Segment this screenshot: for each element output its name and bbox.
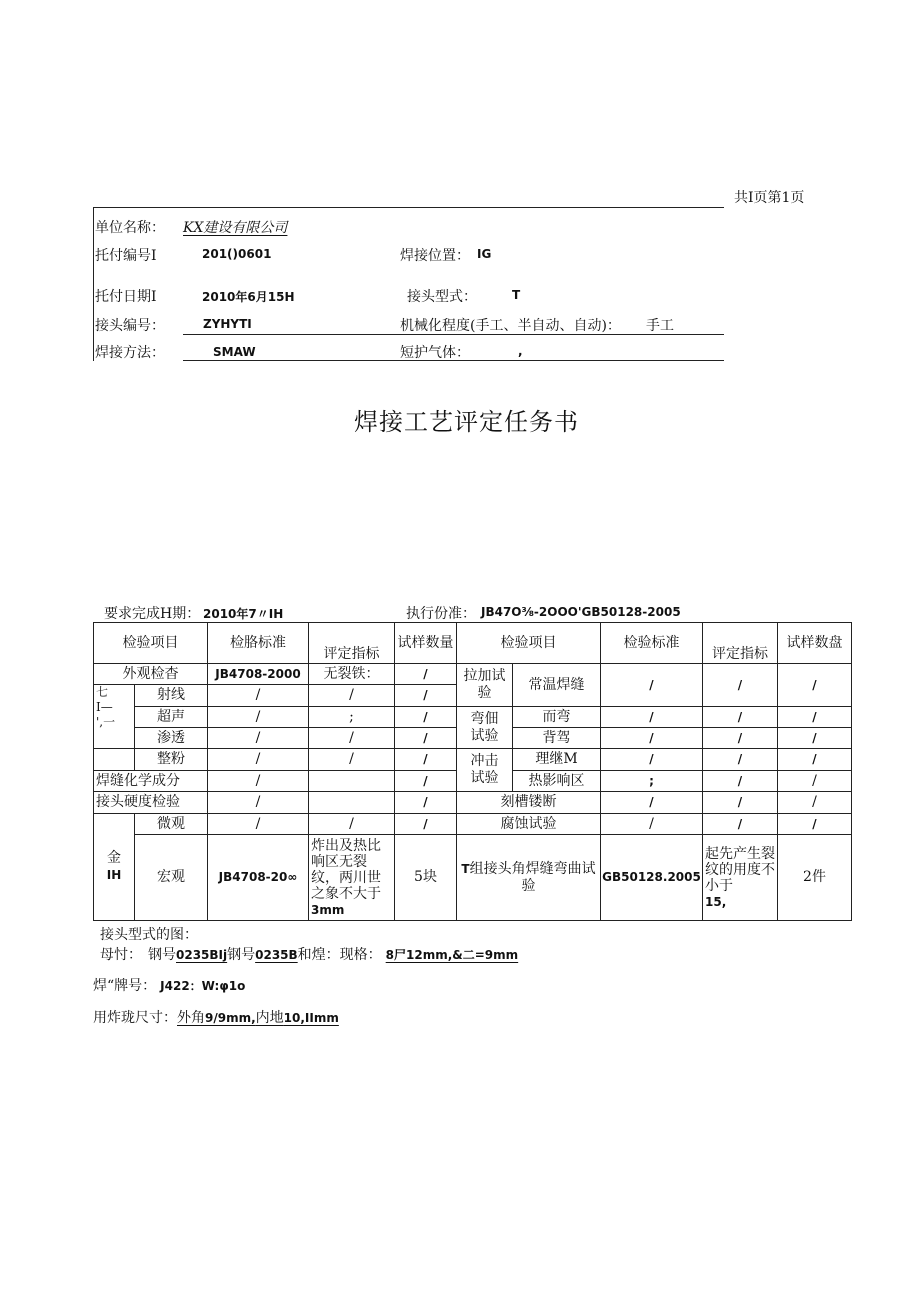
ut-standard: / [208, 707, 309, 728]
tbend-qty: 2件 [778, 835, 852, 921]
back-bend-standard: / [601, 728, 703, 749]
table-row [94, 835, 852, 921]
haz-standard: ; [601, 771, 703, 792]
corrosion-criteria: / [703, 814, 778, 835]
electrode-line: 焊“牌号： J422：W:φ1o [93, 978, 246, 994]
ndt-group: 七 I— ',一 [94, 685, 135, 749]
corrosion-item: 腐蚀试验 [457, 814, 601, 835]
chem-criteria [309, 771, 395, 792]
ray-qty: / [395, 685, 457, 707]
chem-item: 焊缝化学成分 [94, 771, 208, 792]
micro-qty: / [395, 814, 457, 835]
weld-position-label: 焊接位置： [400, 248, 470, 264]
fillet-size-line: 用炸珑尺寸：外角9/9mm,内地10,IImm [93, 1010, 339, 1026]
weld-method-label: 焊接方法： [95, 345, 165, 361]
back-bend-qty: / [778, 728, 852, 749]
joint-type-label: 接头型式： [407, 289, 477, 305]
face-bend-item: 而弯 [513, 707, 601, 728]
page-title: 焊接工艺评定任务书 [354, 408, 579, 436]
pt-item: 渗透 [135, 728, 208, 749]
mechanization-value: 手工 [646, 318, 674, 334]
hardness-criteria [309, 792, 395, 814]
header-top-rule [93, 207, 724, 208]
nick-item: 刻槽镂断 [457, 792, 601, 814]
haz-criteria: / [703, 771, 778, 792]
pt-standard: / [208, 728, 309, 749]
impact-group: 冲击 试验 [457, 749, 513, 792]
tensile-item: 常温焊缝 [513, 664, 601, 707]
joint-no-label: 接头编号： [95, 318, 165, 334]
metallo-group: 金 IH [94, 814, 135, 921]
tbend-standard: GB50128.2005 [601, 835, 703, 921]
ut-qty: / [395, 707, 457, 728]
face-bend-standard: / [601, 707, 703, 728]
macro-criteria: 炸出及热比响区无裂纹，两川世之象不大于 3mm [309, 835, 395, 921]
table-row [94, 749, 852, 771]
face-bend-criteria: / [703, 707, 778, 728]
weld-zone-item: 理继M [513, 749, 601, 771]
hardness-qty: / [395, 792, 457, 814]
corrosion-qty: / [778, 814, 852, 835]
table-row [94, 664, 852, 685]
back-bend-criteria: / [703, 728, 778, 749]
tensile-criteria: / [703, 664, 778, 707]
pt-qty: / [395, 728, 457, 749]
weld-method-value: SMAW [213, 345, 256, 359]
standard-label: 执行份准： [406, 606, 476, 622]
weld-zone-criteria: / [703, 749, 778, 771]
header-left-rule [93, 207, 94, 361]
joint-no-value: ZYHYTI [203, 317, 252, 331]
tensile-standard: / [601, 664, 703, 707]
corrosion-standard: / [601, 814, 703, 835]
standard-value: JB47O⅜-2OOO'GB50128-2005 [481, 605, 681, 619]
consign-date-label: 托付日期I [95, 289, 157, 305]
mechanization-label: 机械化程度(手工、半自动、自动)： [400, 318, 621, 334]
micro-criteria: / [309, 814, 395, 835]
micro-item: 微观 [135, 814, 208, 835]
consign-date-value: 2010年6月15H [202, 290, 295, 304]
joint-figure-label: 接头型式的图： [100, 927, 198, 943]
back-bend-item: 背驾 [513, 728, 601, 749]
consign-no-label: 托付编号I [95, 248, 157, 264]
table-row [94, 792, 852, 814]
header-item: 检验项目 [94, 623, 208, 664]
micro-standard: / [208, 814, 309, 835]
header-standard: 检胳标准 [208, 623, 309, 664]
unit-value: KX建设有限公司 [183, 220, 288, 236]
joint-type-value: T [512, 288, 521, 302]
header-item-2: 检验项目 [457, 623, 601, 664]
ut-criteria: ; [309, 707, 395, 728]
required-date-label: 要求完成H期： [104, 606, 201, 622]
ray-criteria: / [309, 685, 395, 707]
tbend-criteria: 起先产生裂纹的用度不小于 15, [703, 835, 778, 921]
mt-item: 整粉 [135, 749, 208, 771]
ray-standard: / [208, 685, 309, 707]
pt-criteria: / [309, 728, 395, 749]
table-row [94, 814, 852, 835]
header-standard-2: 检验标准 [601, 623, 703, 664]
chem-qty: / [395, 771, 457, 792]
header-criteria: 评定指标 [309, 623, 395, 664]
blank-cell [94, 749, 135, 771]
weld-zone-qty: / [778, 749, 852, 771]
nick-qty: / [778, 792, 852, 814]
tensile-group: 拉加试验 [457, 664, 513, 707]
page-counter: 共I页第1页 [734, 190, 805, 206]
inspection-table [93, 622, 852, 921]
mt-qty: / [395, 749, 457, 771]
tensile-qty: / [778, 664, 852, 707]
base-metal-line: 母忖： 钢号0235BIj钢号0235B和煌：现格： 8尸12mm,&二=9mm [100, 947, 519, 963]
header-qty: 试样数量 [395, 623, 457, 664]
visual-standard: JB4708-2000 [208, 664, 309, 685]
tbend-item: T组接头角焊缝弯曲试验 [457, 835, 601, 921]
hardness-item: 接头硬度检验 [94, 792, 208, 814]
consign-no-value: 201()0601 [202, 247, 272, 261]
macro-item: 宏观 [135, 835, 208, 921]
table-header-row [94, 623, 852, 664]
haz-item: 热影响区 [513, 771, 601, 792]
shield-gas-value: , [518, 344, 523, 358]
visual-qty: / [395, 664, 457, 685]
nick-criteria: / [703, 792, 778, 814]
row-rule [183, 360, 724, 361]
header-qty-2: 试样数盘 [778, 623, 852, 664]
table-row [94, 707, 852, 728]
chem-standard: / [208, 771, 309, 792]
required-date-value: 2010年7〃IH [203, 607, 284, 621]
face-bend-qty: / [778, 707, 852, 728]
header-criteria-2: 评定指标 [703, 623, 778, 664]
nick-standard: / [601, 792, 703, 814]
macro-qty: 5块 [395, 835, 457, 921]
hardness-standard: / [208, 792, 309, 814]
row-rule [183, 334, 724, 335]
haz-qty: / [778, 771, 852, 792]
bend-group: 弯佃 试验 [457, 707, 513, 749]
visual-criteria: 无裂铁： [309, 664, 395, 685]
unit-label: 单位名称： [95, 220, 165, 236]
visual-item: 外观检杳 [94, 664, 208, 685]
weld-position-value: IG [477, 247, 492, 261]
macro-standard: JB4708-20∞ [208, 835, 309, 921]
ray-item: 射线 [135, 685, 208, 707]
shield-gas-label: 短护气体： [400, 345, 470, 361]
mt-criteria: / [309, 749, 395, 771]
ut-item: 超声 [135, 707, 208, 728]
weld-zone-standard: / [601, 749, 703, 771]
mt-standard: / [208, 749, 309, 771]
